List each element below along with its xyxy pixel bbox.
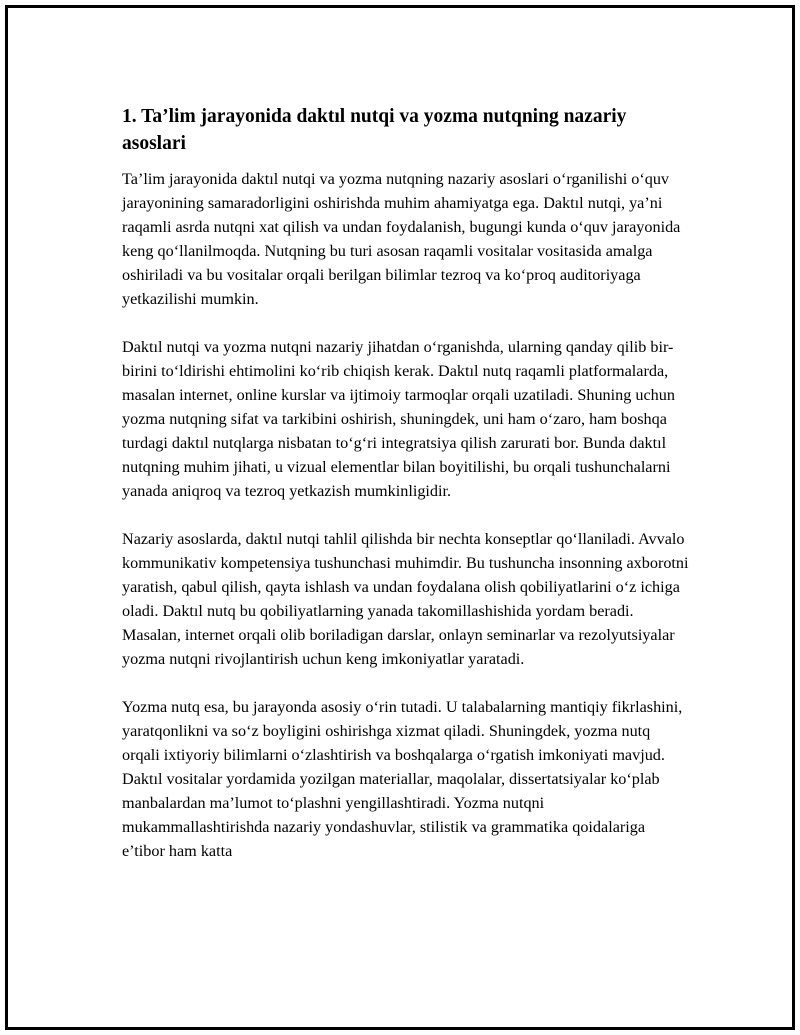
page-frame bbox=[5, 5, 795, 1030]
paragraph-3: Nazariy asoslarda, daktıl nutqi tahlil qilishda bir nechta konseptlar qo‘llaniladi. Avvalo kommunikativ kompetensiya tushunchasi muhimdir. Bu tushuncha insonning axborotni yaratish, qabul qilish, qayta ishlash va undan foydalana olish qobiliyatlarini o‘z ichiga oladi. Daktıl nutq bu qobiliyatlarning yanada takomillashishida yordam beradi. Masalan, internet orqali olib boriladigan darslar, onlayn seminarlar va rezolyutsiyalar yozma nutqni rivojlantirish uchun keng imkoniyatlar yaratadi. bbox=[122, 530, 689, 668]
paragraph-2: Daktıl nutqi va yozma nutqni nazariy jihatdan o‘rganishda, ularning qanday qilib bir-birini to‘ldirishi ehtimolini ko‘rib chiqish kerak. Daktıl nutq raqamli platformalarda, masalan internet, online kurslar va ijtimoiy tarmoqlar orqali uzatiladi. Shuning uchun yozma nutqning sifat va tarkibini oshirish, shuningdek, uni ham o‘zaro, ham boshqa turdagi daktıl nutqlarga nisbatan to‘g‘ri integratsiya qilish zarurati bor. Bunda daktıl nutqning muhim jihati, u vizual elementlar bilan boyitilishi, bu orqali tushunchalarni yanada aniqroq va tezroq yetkazish mumkinligidir. bbox=[122, 338, 675, 500]
section-heading: 1. Ta’lim jarayonida daktıl nutqi va yozma nutqning nazariy asoslari bbox=[122, 106, 627, 154]
paragraph-4: Yozma nutq esa, bu jarayonda asosiy o‘rin tutadi. U talabalarning mantiqiy fikrlashini, yaratqonlikni va so‘z boyligini oshirishga xizmat qiladi. Shuningdek, yozma nutq orqali ixtiyoriy bilimlarni o‘zlashtirish va boshqalarga o‘rgatish imkoniyati mavjud. Daktıl vositalar yordamida yozilgan materiallar, maqolalar, dissertatsiyalar ko‘plab manbalardan ma’lumot to‘plashni yengillashtiradi. Yozma nutqni mukammallashtirishda nazariy yondashuvlar, stilistik va grammatika qoidalariga e’tibor ham katta bbox=[122, 698, 683, 860]
paragraph-1: Ta’lim jarayonida daktıl nutqi va yozma nutqning nazariy asoslari o‘rganilishi o‘quv jarayonining samaradorligini oshirishda muhim ahamiyatga ega. Daktıl nutqi, ya’ni raqamli asrda nutqni xat qilish va undan foydalanish, bugungi kunda o‘quv jarayonida keng qo‘llanilmoqda. Nutqning bu turi asosan raqamli vositalar vositasida amalga oshiriladi va bu vositalar orqali berilgan bilimlar tezroq va ko‘proq auditoriyaga yetkazilishi mumkin. bbox=[122, 170, 681, 308]
document-body bbox=[122, 103, 690, 887]
